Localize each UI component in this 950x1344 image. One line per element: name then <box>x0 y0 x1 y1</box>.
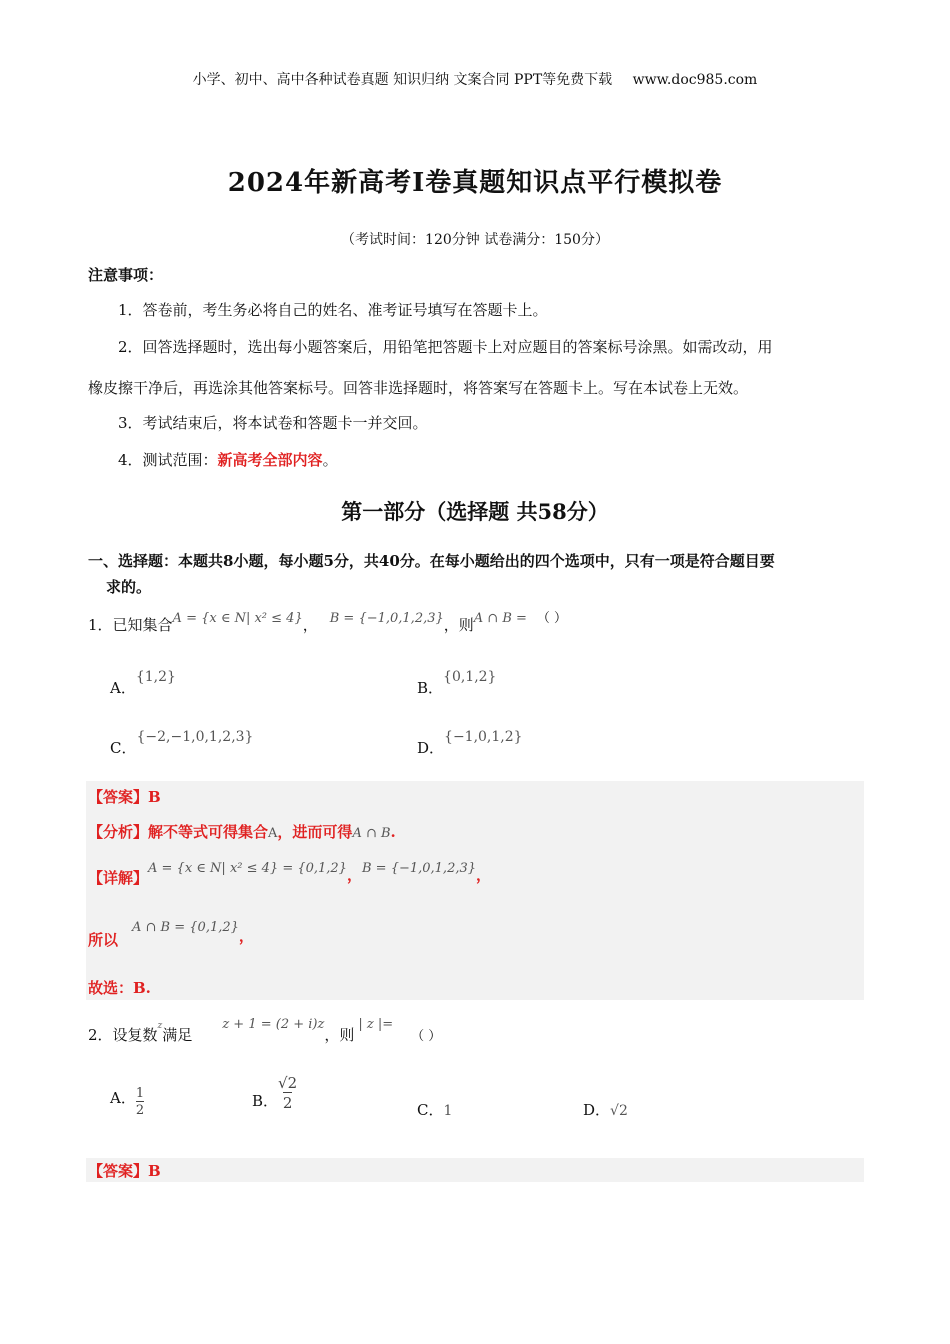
q1-answer-box <box>86 781 864 1000</box>
q2-satisfy: 满足 <box>162 1026 193 1044</box>
q2-option-c-label: C． <box>417 1101 444 1119</box>
q2-answer-tag: 【答案】 <box>88 1162 149 1180</box>
q2-option-d-label: D． <box>583 1101 611 1119</box>
q1-so-comma: ， <box>238 927 254 945</box>
q1-option-b-label: B． <box>417 679 444 697</box>
q1-answer-line <box>88 786 161 808</box>
notice-item-4-scope: 新高考全部内容 <box>217 451 323 469</box>
q1-analysis-expr: A ∩ B <box>352 826 391 841</box>
q1-detail-tag: 【详解】 <box>88 869 149 887</box>
question-1-stem <box>88 606 568 634</box>
q1-option-b-value: {0,1,2} <box>443 669 497 685</box>
q2-expr: | z |= <box>358 1017 394 1032</box>
q1-analysis-end: . <box>390 823 396 841</box>
q1-expr: A ∩ B = <box>473 611 527 626</box>
page-header <box>0 69 950 89</box>
q1-answer-value: B <box>148 788 161 806</box>
q1-so-tag: 所以 <box>88 931 119 949</box>
q1-option-d-label: D． <box>417 739 445 757</box>
q2-option-d[interactable] <box>583 1099 628 1120</box>
q1-prefix: 1．已知集合 <box>88 616 173 634</box>
notice-item-2-line-1: 2．回答选择题时，选出每小题答案后，用铅笔把答题卡上对应题目的答案标号涂黑。如需改动，用 <box>118 338 773 356</box>
q2-answer-blank: （ ） <box>411 1029 442 1044</box>
q2-var: z <box>157 1021 163 1031</box>
notice-item-3: 3．考试结束后，将本试卷和答题卡一并交回。 <box>118 414 428 432</box>
header-website[interactable]: www.doc985.com <box>632 72 758 88</box>
q2-option-b-numerator: √2 <box>278 1074 298 1092</box>
q2-option-a-numerator: 1 <box>135 1086 145 1101</box>
q1-set-a: A = {x ∈ N| x² ≤ 4} <box>172 611 303 626</box>
q2-option-a[interactable] <box>110 1086 144 1118</box>
notice-item-4-prefix: 4．测试范围： <box>118 451 218 469</box>
q2-answer-box <box>86 1158 864 1182</box>
q1-analysis-text-1: 解不等式可得集合 <box>148 823 269 841</box>
q1-analysis-tag: 【分析】 <box>88 823 149 841</box>
q1-so-eq: A ∩ B = {0,1,2} <box>132 920 239 935</box>
q2-prefix: 2．设复数 <box>88 1026 158 1044</box>
question-2-stem <box>88 1012 442 1044</box>
q1-detail-comma-2: ， <box>476 866 492 884</box>
q1-set-b: B = {−1,0,1,2,3} <box>329 611 444 626</box>
section-instructions-line-2: 求的。 <box>106 578 152 596</box>
q2-option-a-label: A． <box>110 1088 136 1107</box>
q2-option-b-label: B． <box>252 1091 279 1110</box>
notice-item-4-suffix: 。 <box>322 451 338 469</box>
q1-comma: ， <box>302 616 318 634</box>
q1-option-a-value: {1,2} <box>135 669 176 685</box>
header-ad-text: 小学、初中、高中各种试卷真题 知识归纳 文案合同 PPT等免费下载 <box>192 72 613 88</box>
q1-analysis-line <box>88 821 396 845</box>
q2-answer-value: B <box>148 1162 161 1180</box>
q1-detail-comma: ， <box>346 866 362 884</box>
q1-answer-blank: （ ） <box>536 611 568 626</box>
q1-answer-tag: 【答案】 <box>88 788 149 806</box>
q1-analysis-text-2: ，进而可得 <box>277 823 353 841</box>
exam-subtitle: （考试时间：120分钟 试卷满分：150分） <box>341 232 609 248</box>
q1-then: ，则 <box>443 616 474 634</box>
q2-option-c-value: 1 <box>443 1103 453 1119</box>
notice-item-2-line-2: 橡皮擦干净后，再选涂其他答案标号。回答非选择题时，将答案写在答题卡上。写在本试卷上无效。 <box>88 379 749 397</box>
q1-detail-eq-1: A = {x ∈ N| x² ≤ 4} = {0,1,2} <box>148 861 347 876</box>
q1-option-b[interactable] <box>417 665 497 697</box>
q2-option-d-value: √2 <box>610 1103 628 1119</box>
exam-title: 2024年新高考Ⅰ卷真题知识点平行模拟卷 <box>227 168 723 198</box>
notice-item-4 <box>118 449 338 471</box>
notice-heading: 注意事项： <box>88 266 164 284</box>
q1-option-c[interactable] <box>110 725 254 757</box>
q1-so-line <box>88 915 254 949</box>
q1-analysis-set-a: A <box>268 826 278 841</box>
q2-option-b-denominator: 2 <box>282 1094 293 1112</box>
q2-then: ，则 <box>324 1026 355 1044</box>
q2-option-a-fraction <box>136 1086 144 1118</box>
q1-option-c-value: {−2,−1,0,1,2,3} <box>136 729 254 745</box>
section-title: 第一部分（选择题 共58分） <box>341 499 609 524</box>
q1-option-d-value: {−1,0,1,2} <box>444 729 523 745</box>
q2-eq: z + 1 = (2 + i)z <box>222 1017 325 1032</box>
q2-option-b[interactable] <box>252 1074 297 1112</box>
q1-detail-line <box>88 856 492 887</box>
notice-item-1: 1．答卷前，考生务必将自己的姓名、准考证号填写在答题卡上。 <box>118 301 548 319</box>
q1-option-a-label: A． <box>110 679 136 697</box>
q2-answer-line <box>88 1160 161 1182</box>
q1-option-d[interactable] <box>417 725 523 757</box>
q1-choose-line: 故选：B. <box>88 979 151 997</box>
q2-option-a-denominator: 2 <box>135 1103 145 1118</box>
q2-option-c[interactable] <box>417 1099 452 1120</box>
q1-option-a[interactable] <box>110 665 176 697</box>
q1-detail-eq-2: B = {−1,0,1,2,3} <box>361 861 477 876</box>
q2-option-b-fraction <box>278 1074 297 1112</box>
section-instructions-line-1: 一、选择题：本题共8小题，每小题5分，共40分。在每小题给出的四个选项中，只有一项是符合题目要 <box>88 552 775 570</box>
q1-option-c-label: C． <box>110 739 137 757</box>
